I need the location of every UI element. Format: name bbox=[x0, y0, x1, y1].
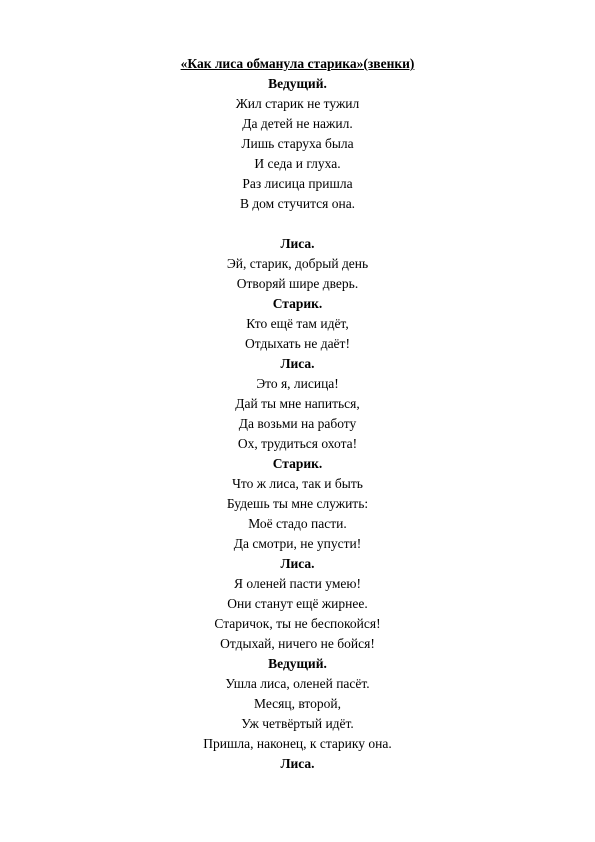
verse-line: Ох, трудиться охота! bbox=[237, 436, 358, 451]
verse-line: Пришла, наконец, к старику она. bbox=[203, 736, 392, 751]
verse-line: Отдыхать не даёт! bbox=[245, 336, 350, 351]
verse-line: Да возьми на работу bbox=[238, 416, 357, 431]
verse-line: Это я, лисица! bbox=[256, 376, 339, 391]
verse-line: Будешь ты мне служить: bbox=[226, 496, 369, 511]
verse-line: Жил старик не тужил bbox=[235, 96, 360, 111]
poem-text bbox=[0, 54, 595, 774]
verse-line: Да смотри, не упусти! bbox=[233, 536, 362, 551]
speaker-label: Старик. bbox=[272, 296, 323, 311]
verse-line: Моё стадо пасти. bbox=[248, 516, 347, 531]
verse-line: Эй, старик, добрый день bbox=[226, 256, 369, 271]
verse-line: Ушла лиса, оленей пасёт. bbox=[225, 676, 370, 691]
verse-line: Дай ты мне напиться, bbox=[235, 396, 360, 411]
verse-line: В дом стучится она. bbox=[239, 196, 356, 211]
verse-line: Отдыхай, ничего не бойся! bbox=[220, 636, 375, 651]
verse-line: Уж четвёртый идёт. bbox=[241, 716, 354, 731]
verse-line: Лишь старуха была bbox=[241, 136, 354, 151]
speaker-label: Ведущий. bbox=[268, 656, 327, 671]
verse-line: Что ж лиса, так и быть bbox=[232, 476, 363, 491]
verse-line: Месяц, второй, bbox=[254, 696, 341, 711]
speaker-label: Ведущий. bbox=[268, 76, 327, 91]
verse-line: Я оленей пасти умею! bbox=[234, 576, 361, 591]
verse-line: Да детей не нажил. bbox=[242, 116, 353, 131]
verse-line: Они станут ещё жирнее. bbox=[227, 596, 368, 611]
stanza-gap bbox=[0, 214, 595, 234]
speaker-label: Лиса. bbox=[280, 356, 315, 371]
speaker-label: Лиса. bbox=[280, 556, 315, 571]
speaker-label: Лиса. bbox=[280, 236, 315, 251]
verse-line: И седа и глуха. bbox=[254, 156, 341, 171]
verse-line: Отворяй шире дверь. bbox=[236, 276, 359, 291]
verse-line: Старичок, ты не беспокойся! bbox=[214, 616, 381, 631]
verse-line: Кто ещё там идёт, bbox=[246, 316, 349, 331]
speaker-label: Старик. bbox=[272, 456, 323, 471]
speaker-label: Лиса. bbox=[280, 756, 315, 771]
verse-line: Раз лисица пришла bbox=[242, 176, 353, 191]
document-title: «Как лиса обманула старика»(звенки) bbox=[180, 56, 415, 71]
